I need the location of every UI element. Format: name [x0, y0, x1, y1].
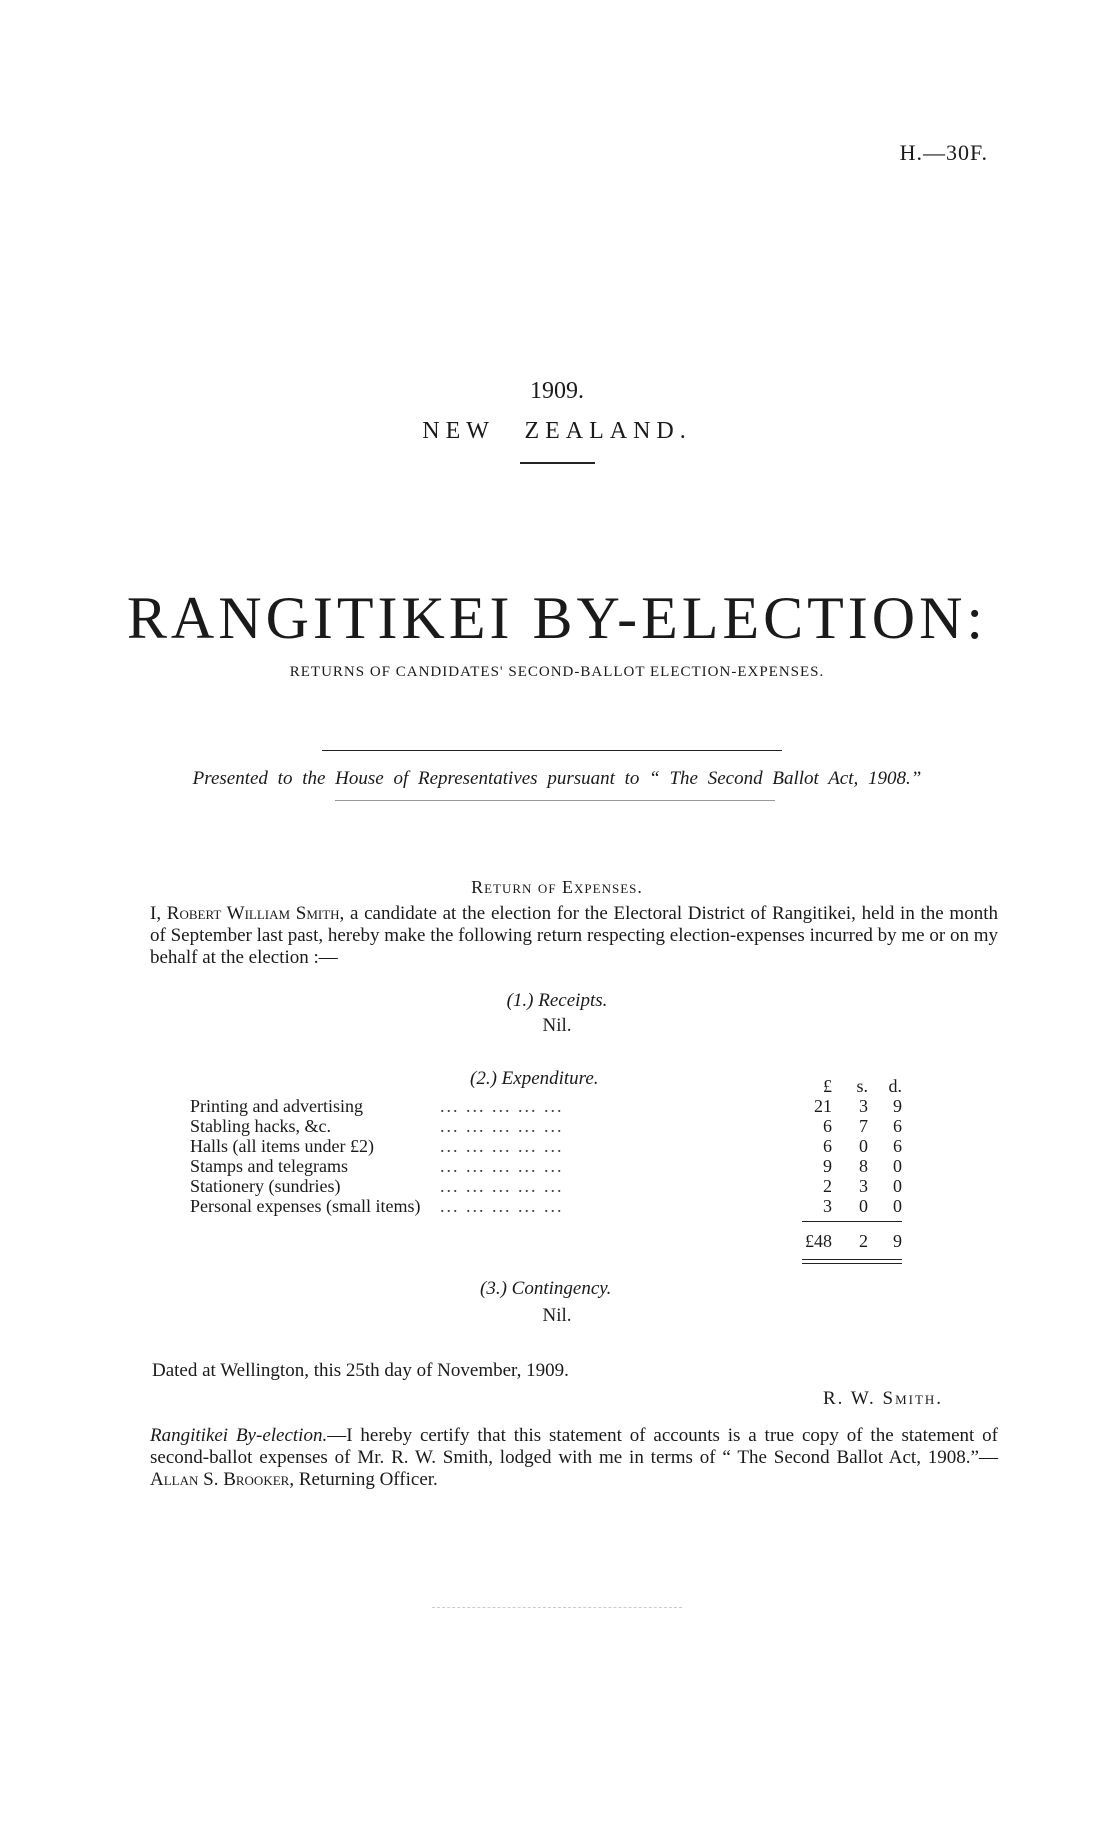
- table-row: [190, 1156, 910, 1176]
- column-header-pence: d.: [888, 1076, 902, 1096]
- country-name: NEW ZEALAND.: [422, 418, 692, 444]
- return-heading: Return of Expenses.: [471, 877, 643, 897]
- returning-officer-name: Allan S. Brooker: [150, 1469, 290, 1490]
- item-label: Stationery (sundries): [190, 1176, 341, 1196]
- item-pounds: 3: [823, 1196, 832, 1216]
- certification-paragraph: Rangitikei By-election.—I hereby certify that this statement of accounts is a true copy of the statement of second-ballot expenses of Mr. R. W. Smith, lodged with me in terms of “ The Second Ballot Act, 1908.”—Allan S. Brooker, Returning Officer.: [150, 1425, 998, 1490]
- receipts-value: Nil.: [542, 1015, 572, 1036]
- contingency-value: Nil.: [542, 1305, 572, 1326]
- column-header-row: [190, 1076, 910, 1096]
- leader-dots: ... ... ... ... ...: [440, 1176, 564, 1196]
- item-pounds: 2: [823, 1176, 832, 1196]
- item-label: Halls (all items under £2): [190, 1136, 374, 1156]
- item-label: Personal expenses (small items): [190, 1196, 421, 1216]
- leader-dots: ... ... ... ... ...: [440, 1136, 564, 1156]
- item-label: Stamps and telegrams: [190, 1156, 348, 1176]
- expenditure-heading: (2.) Expenditure.: [470, 1068, 599, 1089]
- item-pence: 6: [893, 1116, 902, 1136]
- paper-reference: H.—30F.: [899, 140, 988, 165]
- table-row: [190, 1096, 910, 1116]
- receipts-heading: (1.) Receipts.: [506, 990, 608, 1011]
- contingency-heading: (3.) Contingency.: [480, 1278, 612, 1299]
- item-pounds: 6: [823, 1116, 832, 1136]
- table-row: [190, 1136, 910, 1156]
- item-shillings: 0: [859, 1136, 868, 1156]
- certification-lead: Rangitikei By-election.: [150, 1425, 328, 1446]
- item-pence: 6: [893, 1136, 902, 1156]
- item-shillings: 0: [859, 1196, 868, 1216]
- item-pence: 9: [893, 1096, 902, 1116]
- column-header-shillings: s.: [856, 1076, 868, 1096]
- total-row: [190, 1231, 910, 1251]
- leader-dots: ... ... ... ... ...: [440, 1116, 564, 1136]
- column-header-pounds: £: [823, 1076, 832, 1096]
- leader-dots: ... ... ... ... ...: [440, 1196, 564, 1216]
- dated-line: Dated at Wellington, this 25th day of November, 1909.: [152, 1360, 569, 1381]
- presentation-rule-bottom: [335, 800, 775, 801]
- presentation-rule-top: [322, 750, 782, 751]
- candidate-name: Robert William Smith: [166, 903, 340, 924]
- item-pence: 0: [893, 1176, 902, 1196]
- item-pence: 0: [893, 1156, 902, 1176]
- item-shillings: 7: [859, 1116, 868, 1136]
- masthead-divider: [520, 462, 595, 464]
- item-pence: 0: [893, 1196, 902, 1216]
- page-subtitle: RETURNS OF CANDIDATES' SECOND-BALLOT ELECTION-EXPENSES.: [289, 664, 825, 680]
- item-shillings: 8: [859, 1156, 868, 1176]
- item-shillings: 3: [859, 1176, 868, 1196]
- leader-dots: ... ... ... ... ...: [440, 1096, 564, 1116]
- declaration-paragraph: I, Robert William Smith, a candidate at the election for the Electoral District of Rangitikei, held in the month of September last past, hereby make the following return respecting election-expenses incurred by me or on my behalf at the election :—: [150, 903, 998, 968]
- item-shillings: 3: [859, 1096, 868, 1116]
- total-double-rule-bottom: [802, 1263, 902, 1264]
- total-double-rule-top: [802, 1259, 902, 1260]
- item-label: Stabling hacks, &c.: [190, 1116, 331, 1136]
- table-row: [190, 1116, 910, 1136]
- item-pounds: 9: [823, 1156, 832, 1176]
- item-pounds: 6: [823, 1136, 832, 1156]
- subtotal-rule: [802, 1221, 902, 1222]
- total-shillings: 2: [859, 1231, 868, 1251]
- footer-divider: [432, 1607, 682, 1608]
- year: 1909.: [530, 378, 584, 404]
- total-pence: 9: [893, 1231, 902, 1251]
- presentation-note: Presented to the House of Representatives pursuant to “ The Second Ballot Act, 1908.”: [192, 768, 922, 789]
- leader-dots: ... ... ... ... ...: [440, 1156, 564, 1176]
- page-title: RANGITIKEI BY-ELECTION:: [126, 585, 988, 651]
- item-pounds: 21: [814, 1096, 832, 1116]
- table-row: [190, 1176, 910, 1196]
- total-pounds: £48: [805, 1231, 832, 1251]
- item-label: Printing and advertising: [190, 1096, 363, 1116]
- table-row: [190, 1196, 910, 1216]
- signature: R. W. Smith.: [823, 1388, 944, 1409]
